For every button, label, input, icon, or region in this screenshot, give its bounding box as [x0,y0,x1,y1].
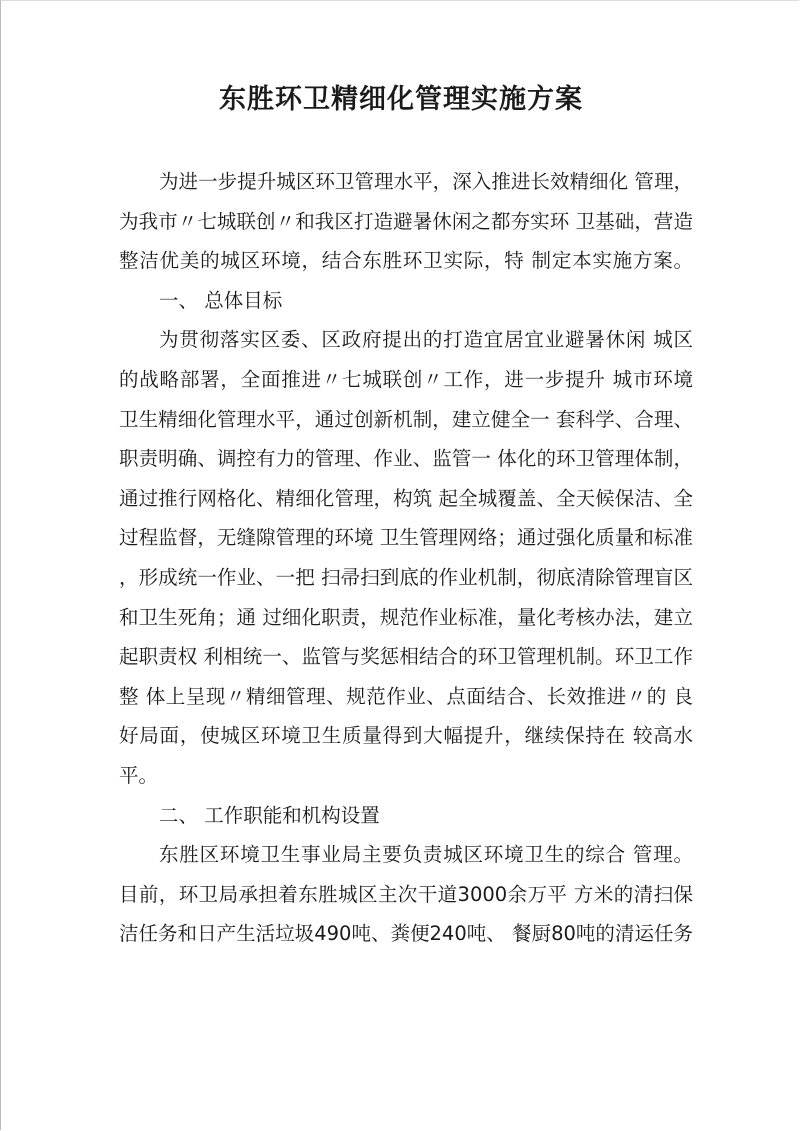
paragraph-line: 过程监督，无缝隙管理的环境 卫生管理网络；通过强化质量和标准 [119,526,693,550]
paragraph-line: 和卫生死角；通 过细化职责，规范作业标准，量化考核办法，建立 [119,605,693,629]
paragraph-line: 洁任务和日产生活垃圾490吨、粪便240吨、 餐厨80吨的清运任务 [119,922,693,946]
document-title: 东胜环卫精细化管理实施方案 [219,84,583,115]
paragraph-line: 通过推行网格化、精细化管理，构筑 起全城覆盖、全天候保洁、全 [119,486,693,510]
paragraph-line: ，形成统一作业、一把 扫帚扫到底的作业机制，彻底清除管理盲区 [119,565,693,589]
paragraph-line: 为我市〃七城联创〃和我区打造避暑休闲之都夯实环 卫基础，营造 [119,209,693,233]
paragraph-line: 起职责权 利相统一、监管与奖惩相结合的环卫管理机制。环卫工作 [119,645,693,669]
document-body [119,162,693,954]
paragraph-line: 目前，环卫局承担着东胜城区主次干道3000余万平 方米的清扫保 [119,882,693,906]
paragraph-line: 整洁优美的城区环境，结合东胜环卫实际，特 制定本实施方案。 [119,249,693,273]
section-heading: 一、 总体目标 [159,288,283,312]
paragraph-line: 东胜区环境卫生事业局主要负责城区环境卫生的综合 管理。 [159,843,693,867]
paragraph-line: 为进一步提升城区环卫管理水平，深入推进长效精细化 管理， [159,170,693,193]
paragraph-line: 的战略部署，全面推进〃七城联创〃工作，进一步提升 城市环境 [119,367,693,391]
paragraph-line: 平。 [119,763,159,787]
paragraph-line: 为贯彻落实区委、区政府提出的打造宜居宜业避暑休闲 城区 [159,328,693,352]
paragraph-line: 整 体上呈现〃精细管理、规范作业、点面结合、长效推进〃的 良 [119,684,693,708]
paragraph-line: 好局面，使城区环境卫生质量得到大幅提升，继续保持在 较高水 [119,724,693,748]
section-heading: 二、 工作职能和机构设置 [159,803,380,827]
paragraph-line: 职责明确、调控有力的管理、作业、监管一 体化的环卫管理体制， [119,447,693,471]
paragraph-line: 卫生精细化管理水平，通过创新机制，建立健全一 套科学、合理、 [119,407,693,431]
